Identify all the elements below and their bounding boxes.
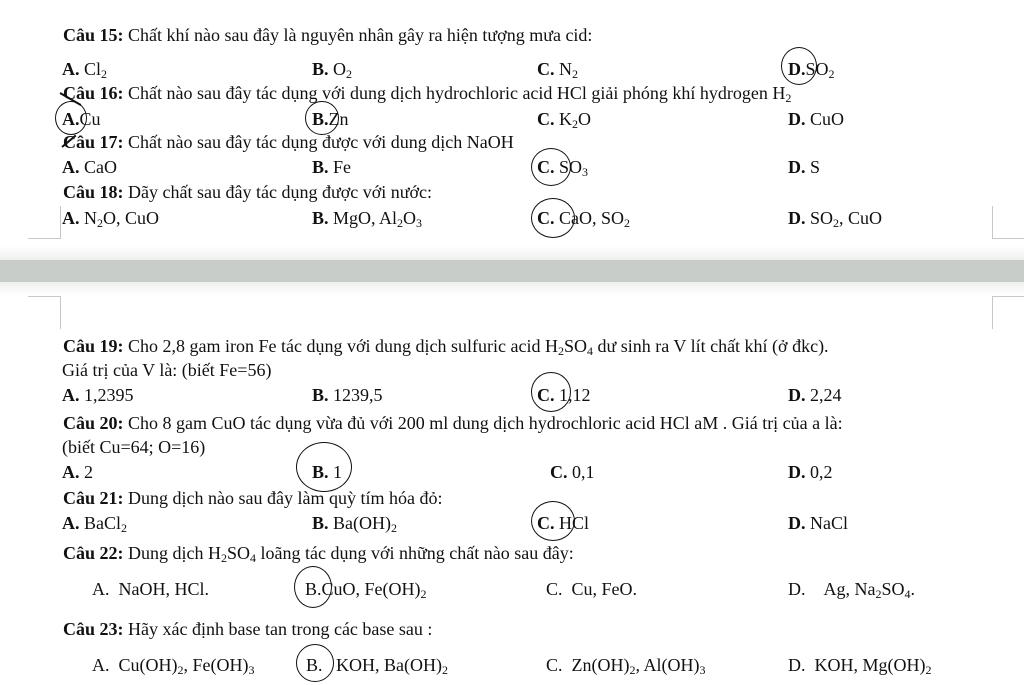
- answer-circle-q18: [531, 198, 575, 238]
- answer-circle-q17: [531, 148, 571, 186]
- q15-option-a[interactable]: A. $Cl_2$: [62, 59, 108, 81]
- page-corner-br: [992, 206, 1024, 239]
- q23-option-b[interactable]: B. KOH, $Ba(OH)_2$: [306, 655, 448, 677]
- question-text: Chất nào sau đây tác dụng với dung dịch hydrochloric acid HCl giải phóng khí hydrogen H: [128, 83, 786, 103]
- page-divider: [0, 260, 1024, 282]
- q23-option-a[interactable]: A. $Cu(OH)_2$, $Fe(OH)_3$: [92, 655, 255, 677]
- q17-option-d[interactable]: D. S: [788, 157, 821, 177]
- q18-option-b[interactable]: B. MgO, $Al_2O_3$: [312, 208, 423, 230]
- q21-option-b[interactable]: B. $Ba(OH)_2$: [312, 513, 397, 535]
- question-15: [63, 24, 592, 46]
- answer-circle-q19: [531, 372, 571, 412]
- answer-circle-q21: [531, 501, 575, 541]
- q16-option-c[interactable]: C. $K_2O$: [537, 109, 591, 131]
- q22-option-d[interactable]: D. Ag, $Na_2SO_4$.: [788, 579, 916, 601]
- question-20-line2: (biết Cu=64; O=16): [62, 437, 206, 457]
- question-text: Chất khí nào sau đây là nguyên nhân gây ra hiện tượng mưa cid:: [128, 25, 593, 45]
- answer-circle-q22: [294, 566, 332, 608]
- q17-option-b[interactable]: B. Fe: [312, 157, 352, 177]
- q22-option-b[interactable]: B.CuO, $Fe(OH)_2$: [305, 579, 427, 601]
- question-number: Câu 16:: [63, 83, 124, 103]
- page-corner-tr: [992, 296, 1024, 329]
- answer-circle-q20: [296, 442, 352, 492]
- page-corner-tl: [28, 296, 61, 329]
- q15-option-d[interactable]: $D.SO_2$: [788, 59, 835, 81]
- question-23: [63, 618, 432, 640]
- question-16: Câu 16: Chất nào sau đây tác dụng với dung dịch hydrochloric acid HCl giải phóng khí hydrogen $H_2$: [63, 83, 792, 105]
- question-21: [63, 487, 442, 509]
- q22-option-c[interactable]: C. Cu, FeO.: [546, 579, 638, 599]
- question-number: Câu 15:: [63, 25, 124, 45]
- q23-option-c[interactable]: C. $Zn(OH)_2$, $Al(OH)_3$: [546, 655, 706, 677]
- answer-circle-q15: [781, 47, 817, 85]
- question-number: Câu 20:: [63, 413, 124, 433]
- q16-option-a[interactable]: A.Cu: [62, 109, 101, 129]
- q19-option-b[interactable]: B. 1239,5: [312, 385, 383, 405]
- page-gap-top: [0, 246, 1024, 260]
- q23-option-d[interactable]: D. KOH, $Mg(OH)_2$: [788, 655, 932, 677]
- q20-option-a[interactable]: A. 2: [62, 462, 93, 482]
- q17-option-c[interactable]: C. $SO_3$: [537, 157, 589, 179]
- q21-option-a[interactable]: A. BaCl$_2$: [62, 513, 128, 535]
- q21-option-d[interactable]: D. NaCl: [788, 513, 848, 533]
- question-text: Dung dịch H: [128, 543, 222, 563]
- question-number: Câu 23:: [63, 619, 124, 639]
- q18-option-a[interactable]: A. $N_2O$, CuO: [62, 208, 160, 230]
- q19-option-a[interactable]: A. 1,2395: [62, 385, 134, 405]
- question-text: Cho 2,8 gam iron Fe tác dụng với dung dịch sulfuric acid H: [128, 336, 558, 356]
- q20-option-b[interactable]: B. 1: [312, 462, 343, 482]
- question-18: [63, 181, 432, 203]
- question-number: Câu 19:: [63, 336, 124, 356]
- answer-circle-q16a: [55, 101, 87, 135]
- question-text: Dãy chất sau đây tác dụng được với nước:: [128, 182, 432, 202]
- question-text: Dung dịch nào sau đây làm quỳ tím hóa đỏ:: [128, 488, 443, 508]
- page-gap-bottom: [0, 282, 1024, 296]
- question-17: [63, 131, 514, 153]
- q20-option-c[interactable]: C. 0,1: [550, 462, 595, 482]
- answer-circle-q23: [296, 644, 334, 682]
- question-number: Câu 21:: [63, 488, 124, 508]
- question-number: Câu 18:: [63, 182, 124, 202]
- question-20: [63, 412, 843, 434]
- question-19: Câu 19: Cho 2,8 gam iron Fe tác dụng với dung dịch sulfuric acid $H_2SO_4$ dư sinh ra V lít chất khí (ở đkc).: [63, 336, 829, 358]
- q16-option-d[interactable]: D. CuO: [788, 109, 845, 129]
- q15-option-b[interactable]: B. $O_2$: [312, 59, 353, 81]
- q15-option-c[interactable]: C. $N_2$: [537, 59, 578, 81]
- question-number: Câu 17:: [63, 132, 124, 152]
- question-22: Câu 22: Dung dịch $H_2SO_4$ loãng tác dụng với những chất nào sau đây:: [63, 543, 574, 565]
- question-text: Cho 8 gam CuO tác dụng vừa đủ với 200 ml dung dịch hydrochloric acid HCl aM . Giá trị của a là:: [128, 413, 843, 433]
- question-text: Chất nào sau đây tác dụng được với dung dịch NaOH: [128, 132, 514, 152]
- q16-option-b[interactable]: B.Zn: [312, 109, 349, 129]
- q18-option-c[interactable]: C. CaO, $SO_2$: [537, 208, 631, 230]
- question-text: Hãy xác định base tan trong các base sau :: [128, 619, 433, 639]
- answer-circle-q16b: [305, 101, 339, 135]
- q19-option-c[interactable]: C. 1,12: [537, 385, 591, 405]
- q17-option-a[interactable]: A. CaO: [62, 157, 117, 177]
- q18-option-d[interactable]: D. $SO_2$, CuO: [788, 208, 883, 230]
- question-number: Câu 22:: [63, 543, 124, 563]
- question-19-line2: Giá trị của V là: (biết Fe=56): [62, 360, 272, 380]
- q20-option-d[interactable]: D. 0,2: [788, 462, 833, 482]
- q19-option-d[interactable]: D. 2,24: [788, 385, 842, 405]
- q22-option-a[interactable]: A. NaOH, HCl.: [92, 579, 209, 599]
- q21-option-c[interactable]: C. HCl: [537, 513, 590, 533]
- page-corner-bl: [28, 206, 61, 239]
